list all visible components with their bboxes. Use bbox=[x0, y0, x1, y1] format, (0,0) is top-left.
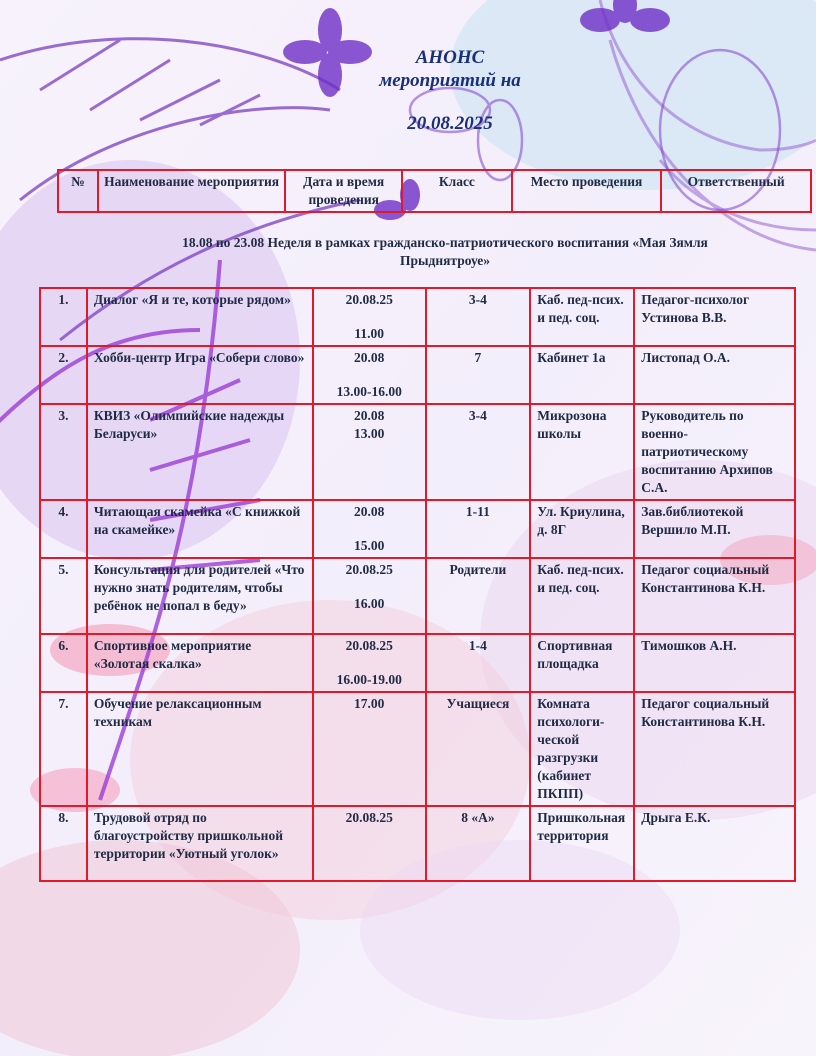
date-time bbox=[313, 346, 426, 404]
event-time: 11.00 bbox=[354, 326, 385, 341]
event-name: Читающая скамейка «С книжкой на скамейке» bbox=[87, 500, 313, 558]
event-place: Спортивная площадка bbox=[530, 634, 634, 692]
table-row bbox=[40, 558, 795, 634]
event-date: 20.08 bbox=[354, 408, 385, 423]
event-name: Консультация для родителей «Что нужно знать родителям, чтобы ребёнок не попал в беду» bbox=[87, 558, 313, 634]
event-responsible: Педагог социальный Константинова К.Н. bbox=[634, 558, 795, 634]
table-row bbox=[40, 634, 795, 692]
event-name: КВИЗ «Олимпийские надежды Беларуси» bbox=[87, 404, 313, 500]
event-class: 1-11 bbox=[426, 500, 531, 558]
date-time bbox=[313, 634, 426, 692]
event-date: 20.08.25 bbox=[345, 292, 393, 307]
event-responsible: Педагог-психолог Устинова В.В. bbox=[634, 288, 795, 346]
week-note: 18.08 по 23.08 Неделя в рамках гражданско-патриотического воспитания «Мая Зямля Прыднятроуе» bbox=[182, 235, 708, 268]
row-number: 2. bbox=[40, 346, 87, 404]
date-time bbox=[313, 692, 426, 806]
date-time bbox=[313, 500, 426, 558]
header-place: Место проведения bbox=[512, 170, 662, 212]
event-date: 20.08.25 bbox=[345, 638, 393, 653]
row-number: 6. bbox=[40, 634, 87, 692]
event-date: 17.00 bbox=[354, 696, 385, 711]
event-time: 13.00-16.00 bbox=[336, 384, 402, 399]
event-place: Каб. пед-псих. и пед. соц. bbox=[530, 558, 634, 634]
event-class: 3-4 bbox=[426, 288, 531, 346]
event-place: Ул. Криулина, д. 8Г bbox=[530, 500, 634, 558]
event-date: 20.08 bbox=[354, 350, 385, 365]
event-place: Комната психологи-ческой разгрузки (кабинет ПКПП) bbox=[530, 692, 634, 806]
event-time: 13.00 bbox=[354, 426, 385, 441]
event-class: Родители bbox=[426, 558, 531, 634]
event-responsible: Педагог социальный Константинова К.Н. bbox=[634, 692, 795, 806]
event-class: 7 bbox=[426, 346, 531, 404]
event-responsible: Листопад О.А. bbox=[634, 346, 795, 404]
event-class: 3-4 bbox=[426, 404, 531, 500]
event-date: 20.08 bbox=[354, 504, 385, 519]
event-class: Учащиеся bbox=[426, 692, 531, 806]
date-time bbox=[313, 558, 426, 634]
header-event-name: Наименование мероприятия bbox=[98, 170, 285, 212]
date-time bbox=[313, 288, 426, 346]
header-number: № bbox=[58, 170, 98, 212]
row-number: 8. bbox=[40, 806, 87, 881]
event-name: Спортивное мероприятие «Золотая скалка» bbox=[87, 634, 313, 692]
event-place: Кабинет 1а bbox=[530, 346, 634, 404]
date-time bbox=[313, 404, 426, 500]
event-responsible: Тимошков А.Н. bbox=[634, 634, 795, 692]
row-number: 7. bbox=[40, 692, 87, 806]
event-place: Пришкольная территория bbox=[530, 806, 634, 881]
event-responsible: Руководитель по военно-патриотическому воспитанию Архипов С.А. bbox=[634, 404, 795, 500]
header-responsible: Ответственный bbox=[661, 170, 811, 212]
title-date: 20.08.2025 bbox=[407, 113, 493, 134]
title-anons: АНОНС bbox=[415, 47, 485, 68]
row-number: 4. bbox=[40, 500, 87, 558]
event-date: 20.08.25 bbox=[345, 562, 393, 577]
table-row bbox=[40, 288, 795, 346]
event-time: 15.00 bbox=[354, 538, 385, 553]
header-date-time: Дата и время проведения bbox=[285, 170, 402, 212]
header-table bbox=[57, 169, 812, 213]
table-row bbox=[40, 500, 795, 558]
row-number: 5. bbox=[40, 558, 87, 634]
event-responsible: Дрыга Е.К. bbox=[634, 806, 795, 881]
event-name: Трудовой отряд по благоустройству пришкольной территории «Уютный уголок» bbox=[87, 806, 313, 881]
event-class: 1-4 bbox=[426, 634, 531, 692]
event-place: Микрозона школы bbox=[530, 404, 634, 500]
event-name: Хобби-центр Игра «Собери слово» bbox=[87, 346, 313, 404]
event-date: 20.08.25 bbox=[345, 810, 393, 825]
event-responsible: Зав.библиотекой Вершило М.П. bbox=[634, 500, 795, 558]
row-number: 3. bbox=[40, 404, 87, 500]
header-class: Класс bbox=[402, 170, 512, 212]
date-time bbox=[313, 806, 426, 881]
row-number: 1. bbox=[40, 288, 87, 346]
event-time: 16.00 bbox=[354, 596, 385, 611]
table-row bbox=[40, 692, 795, 806]
event-name: Диалог «Я и те, которые рядом» bbox=[87, 288, 313, 346]
event-name: Обучение релаксационным техникам bbox=[87, 692, 313, 806]
table-row bbox=[40, 806, 795, 881]
event-class: 8 «А» bbox=[426, 806, 531, 881]
events-table bbox=[39, 287, 796, 882]
table-row bbox=[40, 404, 795, 500]
event-time: 16.00-19.00 bbox=[336, 672, 402, 687]
event-place: Каб. пед-псих. и пед. соц. bbox=[530, 288, 634, 346]
table-row bbox=[40, 346, 795, 404]
title-subtitle: мероприятий на bbox=[379, 70, 521, 91]
